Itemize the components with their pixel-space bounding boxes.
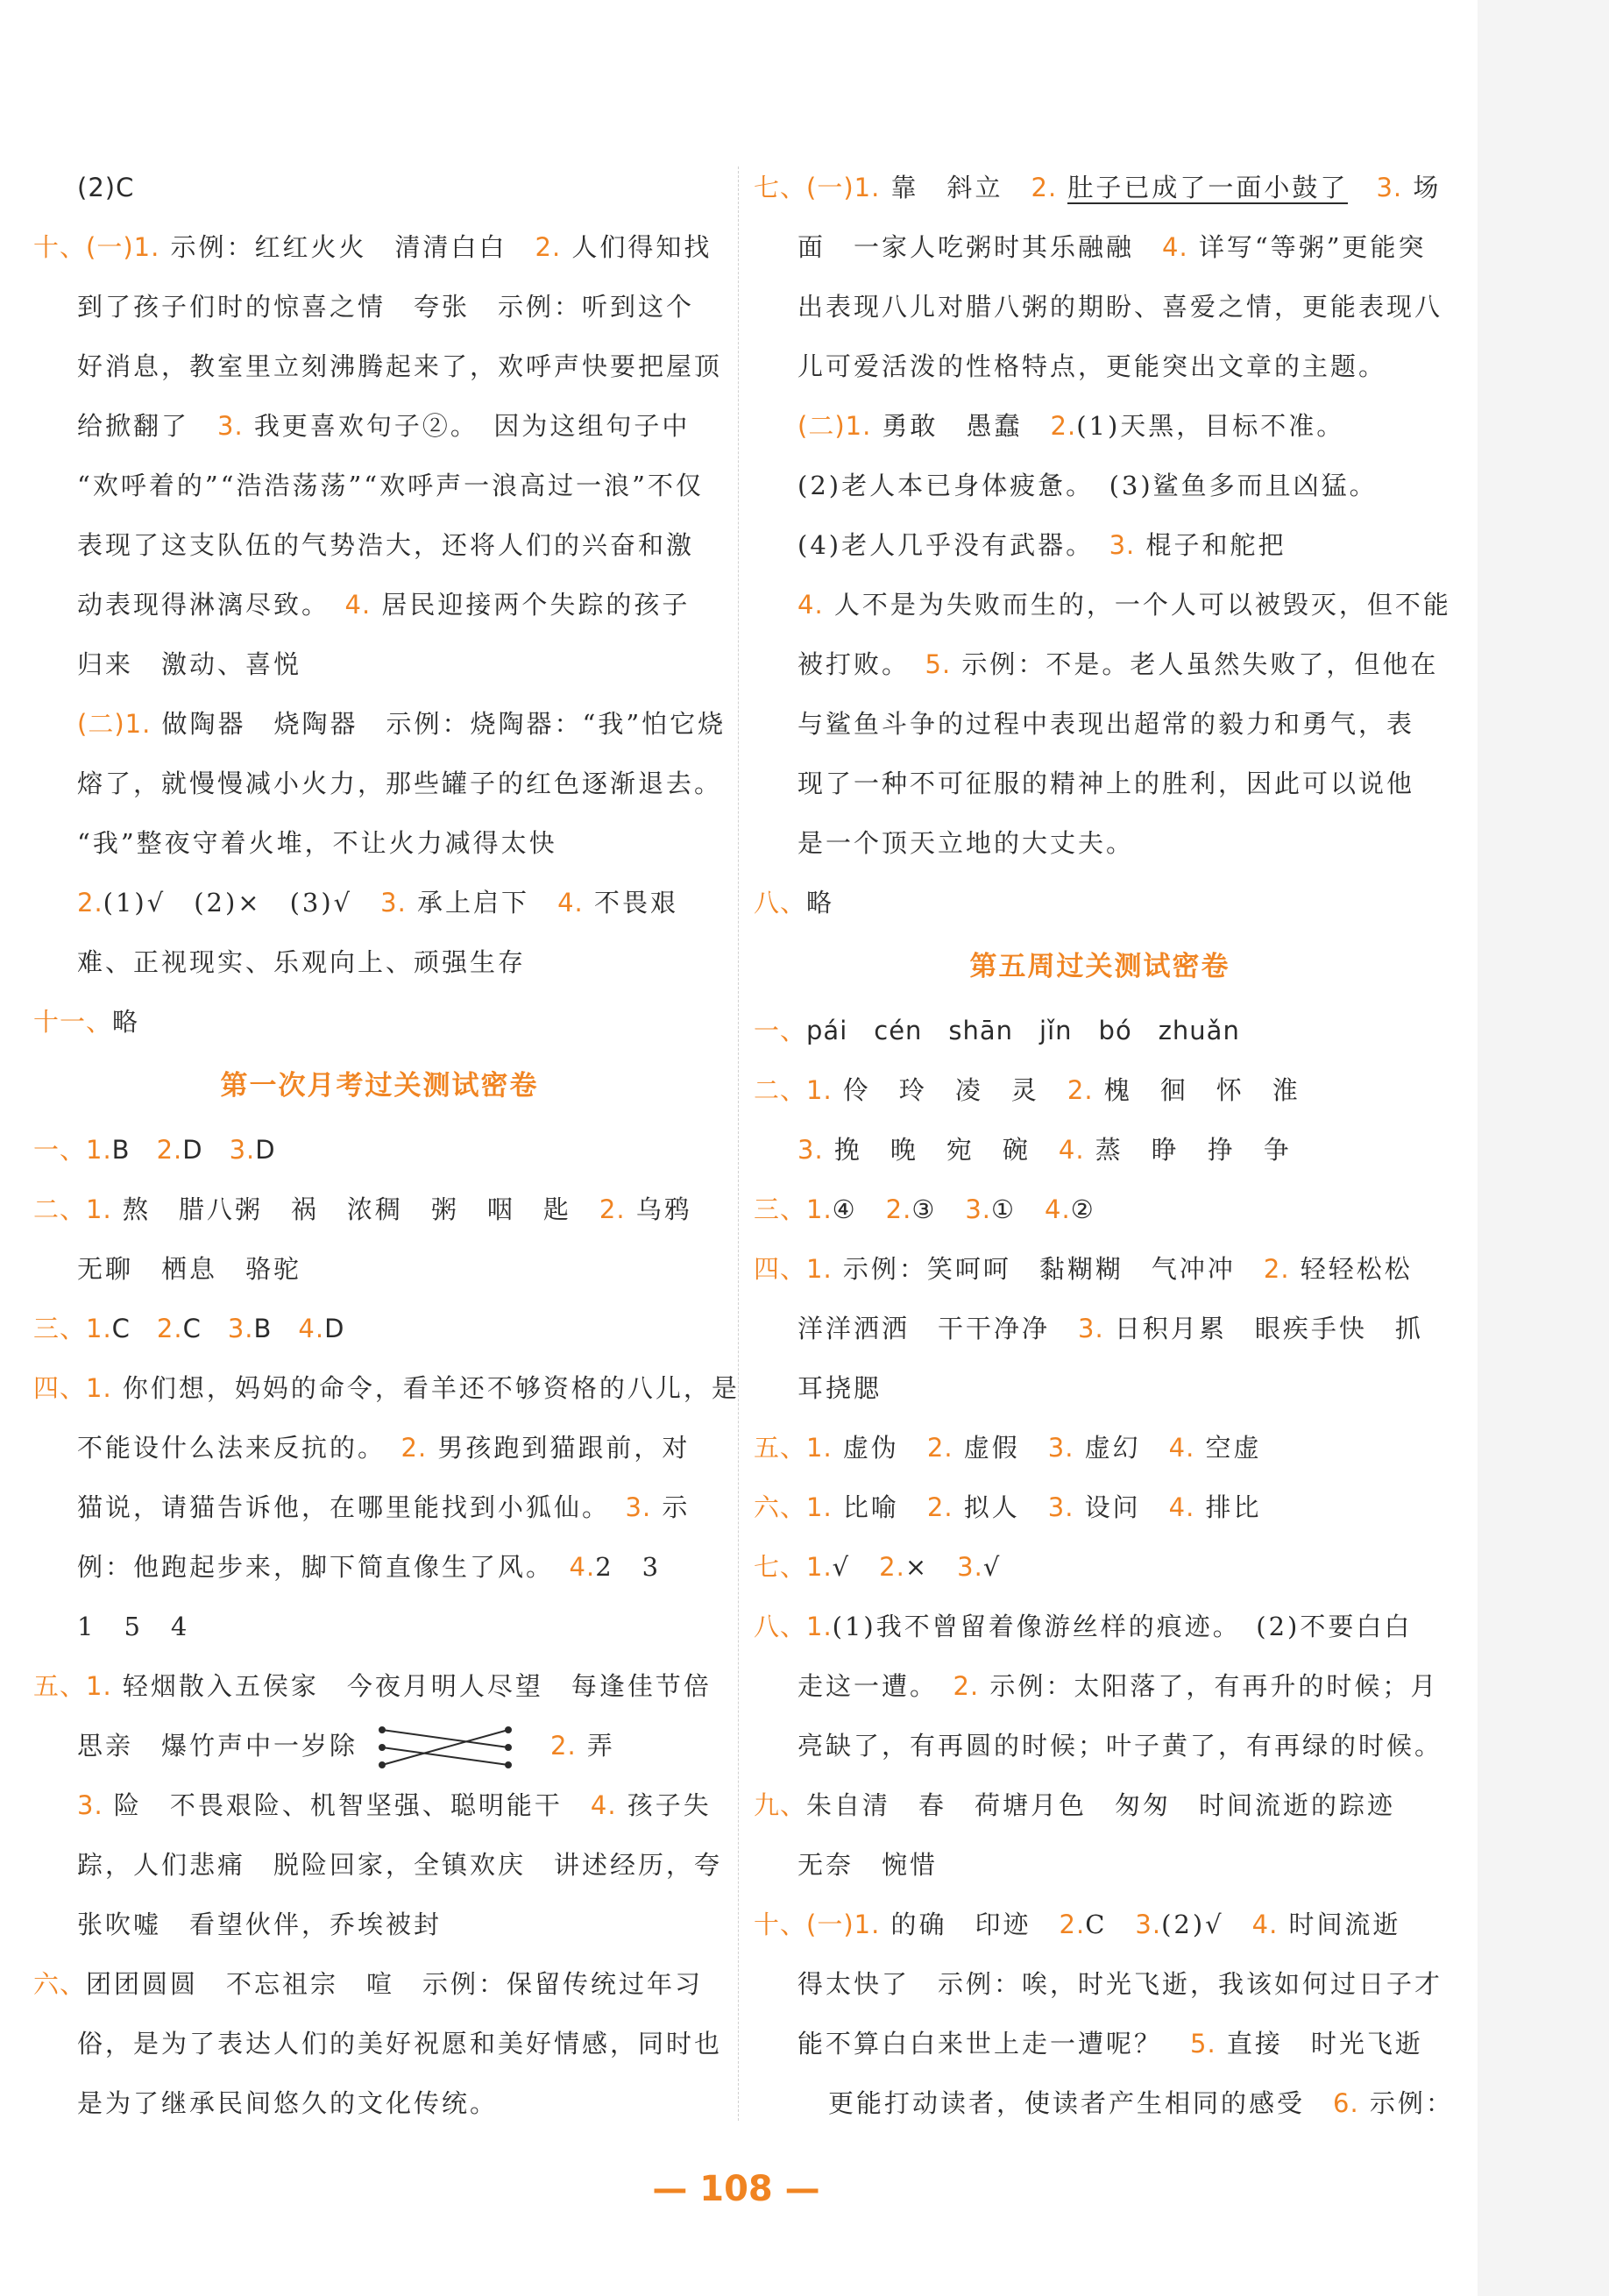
answer-line: 十、(一)1. 的确 印迹 2.C 3.(2)√ 4. 时间流逝 xyxy=(754,1910,1401,1939)
answer-line: 能不算白白来世上走一遭呢？ 5. 直接 时光飞逝 xyxy=(797,2029,1423,2059)
answer-line: 更能打动读者，使读者产生相同的感受 6. 示例： xyxy=(828,2088,1454,2118)
section-heading: 第五周过关测试密卷 xyxy=(969,951,1230,982)
answer-line: 表现了这支队伍的气势浩大，还将人们的兴奋和激 xyxy=(77,530,695,560)
answer-line: 与鲨鱼斗争的过程中表现出超常的毅力和勇气，表 xyxy=(797,709,1415,739)
answer-line: 六、1. 比喻 2. 拟人 3. 设问 4. 排比 xyxy=(754,1492,1262,1522)
answer-line: 二、1. 伶 玲 凌 灵 2. 槐 徊 怀 淮 xyxy=(754,1075,1301,1105)
answer-line: 好消息，教室里立刻沸腾起来了，欢呼声快要把屋顶 xyxy=(77,351,723,381)
right-column xyxy=(754,158,1454,2133)
answer-line: 亮缺了，有再圆的时候；叶子黄了，有再绿的时候。 xyxy=(797,1731,1443,1761)
answer-line: 3. 挽 晚 宛 碗 4. 蒸 睁 挣 争 xyxy=(797,1135,1292,1165)
answer-line: 4. 人不是为失败而生的，一个人可以被毁灭，但不能 xyxy=(797,590,1451,620)
section-heading: 第一次月考过关测试密卷 xyxy=(220,1070,539,1102)
answer-line: (4)老人几乎没有武器。 3. 棍子和舵把 xyxy=(797,530,1286,560)
answer-line: (2)老人本已身体疲惫。 (3)鲨鱼多而且凶猛。 xyxy=(797,471,1378,500)
answer-line: 熔了，就慢慢减小火力，那些罐子的红色逐渐退去。 xyxy=(77,769,723,798)
answer-line: 七、(一)1. 靠 斜立 2. 肚子已成了一面小鼓了 3. 场 xyxy=(754,173,1442,202)
answer-line: 儿可爱活泼的性格特点，更能突出文章的主题。 xyxy=(797,351,1387,381)
answer-line: 四、1. 示例：笑呵呵 黏糊糊 气冲冲 2. 轻轻松松 xyxy=(754,1254,1413,1284)
answer-line: 面 一家人吃粥时其乐融融 4. 详写“等粥”更能突 xyxy=(797,232,1427,262)
page-edge-shadow xyxy=(1478,0,1609,2296)
answer-line: 七、1.√ 2.× 3.√ xyxy=(754,1552,1003,1582)
answer-line: 三、1.④ 2.③ 3.① 4.② xyxy=(754,1194,1096,1224)
answer-line: “欢呼着的”“浩浩荡荡”“欢呼声一浪高过一浪”不仅 xyxy=(77,471,704,500)
answer-line: 四、1. 你们想，妈妈的命令，看羊还不够资格的八儿，是 xyxy=(33,1373,740,1403)
answer-line: 到了孩子们时的惊喜之情 夸张 示例：听到这个 xyxy=(77,292,695,322)
answer-line: 例：他跑起步来，脚下简直像生了风。 4.2 3 xyxy=(77,1552,662,1582)
underlined-answer: 肚子已成了一面小鼓了 xyxy=(1067,173,1349,202)
answer-line: 归来 激动、喜悦 xyxy=(77,649,302,679)
answer-line: 出表现八儿对腊八粥的期盼、喜爱之情，更能表现八 xyxy=(797,292,1443,322)
answer-line: 现了一种不可征服的精神上的胜利，因此可以说他 xyxy=(797,769,1415,798)
answer-line: 动表现得淋漓尽致。 4. 居民迎接两个失踪的孩子 xyxy=(77,590,691,620)
answer-line: 踪，人们悲痛 脱险回家，全镇欢庆 讲述经历，夸 xyxy=(77,1850,723,1880)
answer-line: 无奈 惋惜 xyxy=(797,1850,939,1880)
answer-line: 1 5 4 xyxy=(77,1612,190,1641)
answer-line: (二)1. 勇敢 愚蠢 2.(1)天黑，目标不准。 xyxy=(797,411,1345,441)
answer-line: 五、1. 轻烟散入五侯家 今夜月明人尽望 每逢佳节倍 xyxy=(33,1671,712,1701)
answer-line: 一、1.B 2.D 3.D xyxy=(33,1135,276,1165)
answer-line: 是为了继承民间悠久的文化传统。 xyxy=(77,2088,499,2118)
answer-line: 给掀翻了 3. 我更喜欢句子②。 因为这组句子中 xyxy=(77,411,691,441)
answer-line: (2)C xyxy=(77,173,135,202)
answer-line: 走这一遭。 2. 示例：太阳落了，有再升的时候；月 xyxy=(797,1671,1439,1701)
answer-line: 洋洋洒洒 干干净净 3. 日积月累 眼疾手快 抓 xyxy=(797,1314,1423,1343)
answer-line: 六、团团圆圆 不忘祖宗 喧 示例：保留传统过年习 xyxy=(33,1969,704,1999)
answer-line: 难、正视现实、乐观向上、顽强生存 xyxy=(77,947,527,977)
answer-line: “我”整夜守着火堆，不让火力减得太快 xyxy=(77,828,557,858)
answer-line: 2.(1)√ (2)× (3)√ 3. 承上启下 4. 不畏艰 xyxy=(77,888,678,918)
answer-line: (二)1. 做陶器 烧陶器 示例：烧陶器：“我”怕它烧 xyxy=(77,709,727,739)
answer-line: 三、1.C 2.C 3.B 4.D xyxy=(33,1314,345,1343)
answer-line: 不能设什么法来反抗的。 2. 男孩跑到猫跟前，对 xyxy=(77,1433,691,1463)
answer-line: 十、(一)1. 示例：红红火火 清清白白 2. 人们得知找 xyxy=(33,232,712,262)
answer-line: 猫说，请猫告诉他，在哪里能找到小狐仙。 3. 示 xyxy=(77,1492,691,1522)
answer-line: 一、pái cén shān jǐn bó zhuǎn xyxy=(754,1016,1240,1045)
answer-line: 是一个顶天立地的大丈夫。 xyxy=(797,828,1135,858)
answer-line: 耳挠腮 xyxy=(797,1373,882,1403)
answer-line: 九、朱自清 春 荷塘月色 匆匆 时间流逝的踪迹 xyxy=(754,1790,1396,1820)
answer-line: 3. 险 不畏艰险、机智坚强、聪明能干 4. 孩子失 xyxy=(77,1790,712,1820)
answer-line: 张吹嘘 看望伙伴，乔埃被封 xyxy=(77,1910,443,1939)
column-divider xyxy=(738,167,739,2121)
page-number: — 108 — xyxy=(652,2169,820,2209)
answer-line: 无聊 栖息 骆驼 xyxy=(77,1254,302,1284)
left-column xyxy=(33,158,740,2133)
answer-line: 思亲 爆竹声中一岁除 2. 弄 xyxy=(33,1716,726,1775)
answer-line: 八、略 xyxy=(754,888,835,918)
answer-line: 八、1.(1)我不曾留着像游丝样的痕迹。 (2)不要白白 xyxy=(754,1612,1413,1641)
answer-line: 十一、略 xyxy=(33,1007,141,1037)
matching-lines-diagram xyxy=(375,1723,515,1772)
answer-line: 五、1. 虚伪 2. 虚假 3. 虚幻 4. 空虚 xyxy=(754,1433,1262,1463)
answer-line: 得太快了 示例：唉，时光飞逝，我该如何过日子才 xyxy=(797,1969,1443,1999)
answer-line: 俗，是为了表达人们的美好祝愿和美好情感，同时也 xyxy=(77,2029,723,2059)
answer-line: 二、1. 熬 腊八粥 祸 浓稠 粥 咽 匙 2. 乌鸦 xyxy=(33,1194,692,1224)
answer-line: 被打败。 5. 示例：不是。老人虽然失败了，但他在 xyxy=(797,649,1439,679)
